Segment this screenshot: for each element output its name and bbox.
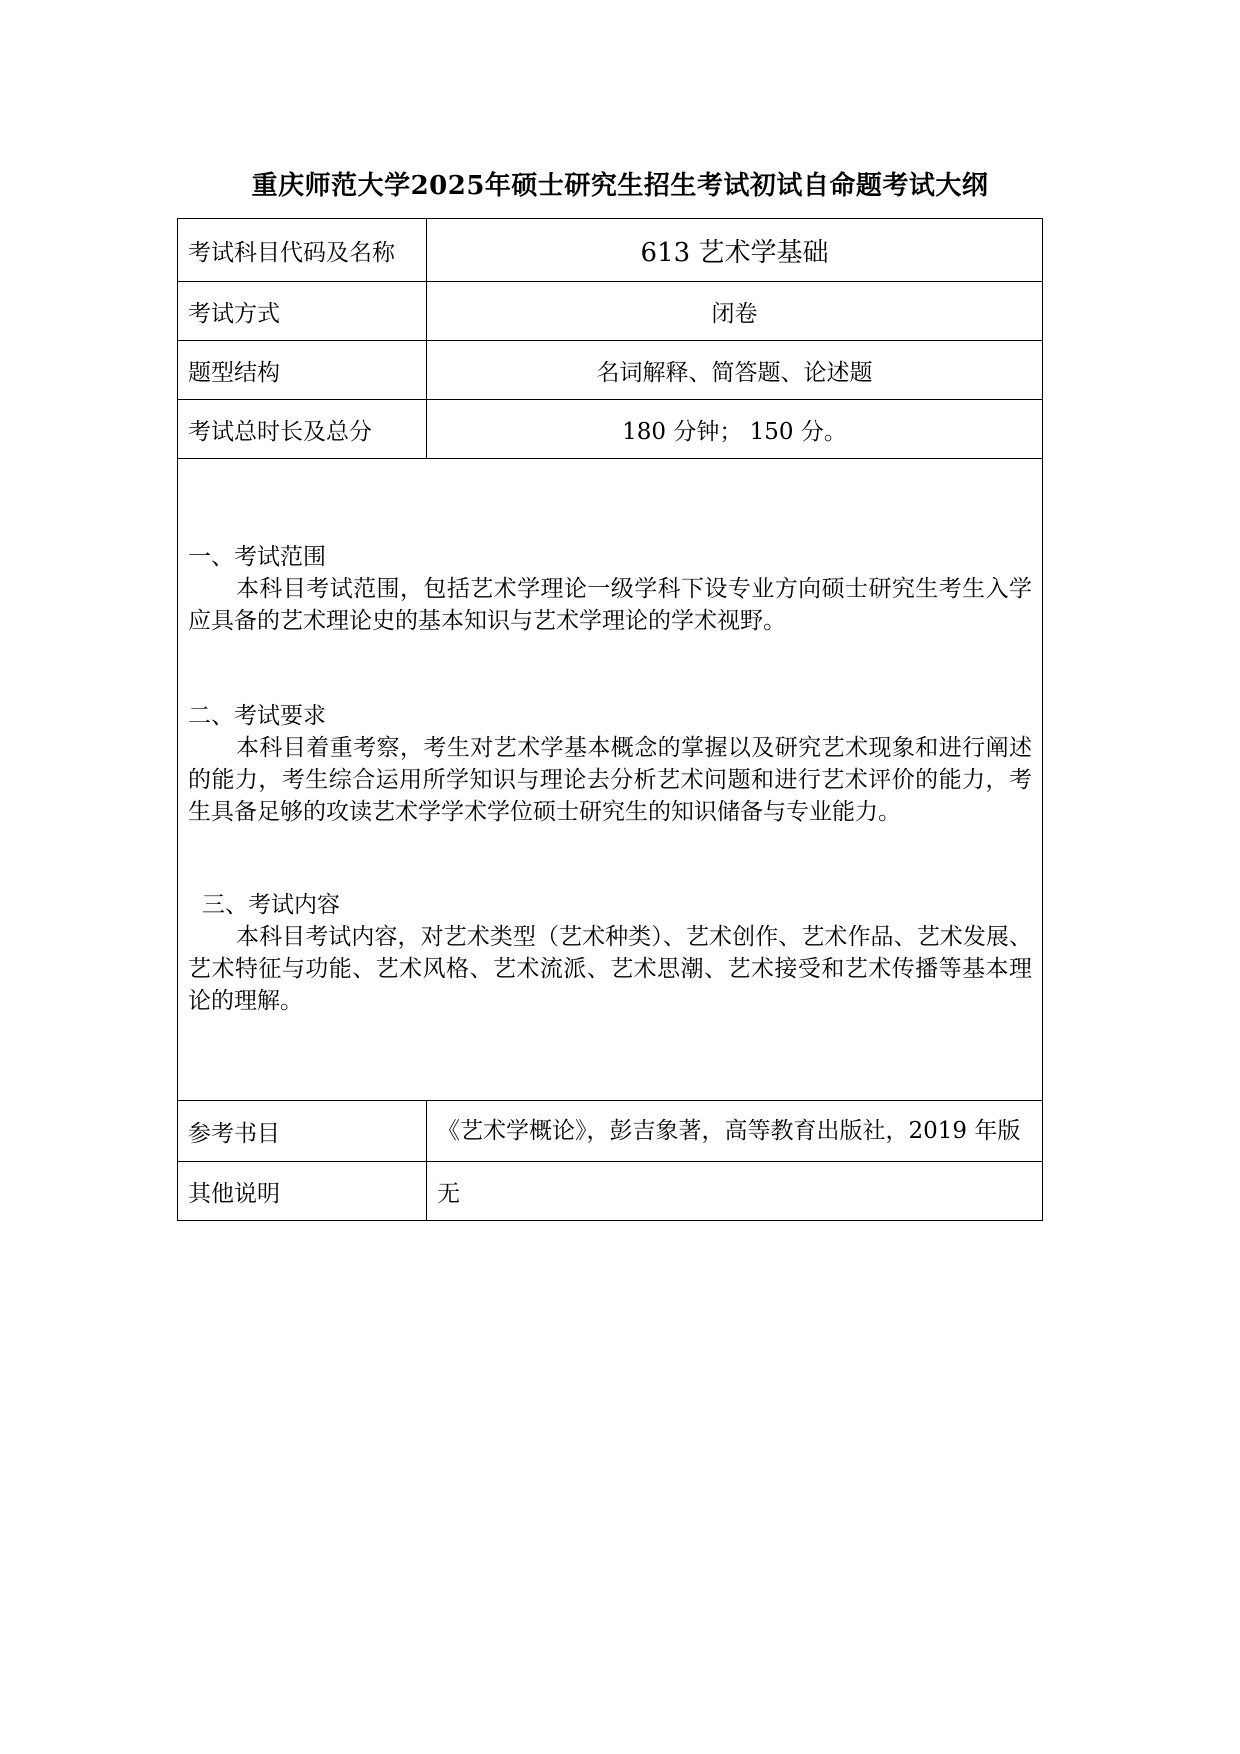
exam-mode: 闭卷 [427,282,1043,341]
syllabus-content [178,459,1043,1101]
section-heading: 二、考试要求 [188,703,326,729]
row-label: 考试科目代码及名称 [178,219,427,282]
section-requirements [188,701,1032,828]
section-content [188,890,1032,1017]
table-row [178,400,1043,459]
row-label: 参考书目 [178,1101,427,1162]
section-scope [188,542,1032,637]
table-row [178,459,1043,1101]
row-label: 题型结构 [178,341,427,400]
section-body: 本科目考试范围，包括艺术学理论一级学科下设专业方向硕士研究生考生入学应具备的艺术理论史的基本知识与艺术学理论的学术视野。 [188,576,1032,634]
section-body: 本科目着重考察，考生对艺术学基本概念的掌握以及研究艺术现象和进行阐述的能力，考生综合运用所学知识与理论去分析艺术问题和进行艺术评价的能力，考生具备足够的攻读艺术学学术学位硕士研究生的知识储备与专业能力。 [188,735,1032,825]
subject-code-name: 613 艺术学基础 [427,219,1043,282]
duration-score: 180 分钟； 150 分。 [427,400,1043,459]
section-heading: 一、考试范围 [188,544,326,570]
row-label: 考试方式 [178,282,427,341]
table-row [178,1162,1043,1221]
table-row [178,282,1043,341]
table-row [178,219,1043,282]
section-heading: 三、考试内容 [202,892,340,918]
row-label: 考试总时长及总分 [178,400,427,459]
other-notes: 无 [427,1162,1043,1221]
question-types: 名词解释、简答题、论述题 [427,341,1043,400]
section-body: 本科目考试内容，对艺术类型（艺术种类）、艺术创作、艺术作品、艺术发展、艺术特征与功能、艺术风格、艺术流派、艺术思潮、艺术接受和艺术传播等基本理论的理解。 [188,924,1032,1014]
page-title: 重庆师范大学2025年硕士研究生招生考试初试自命题考试大纲 [251,171,989,201]
table-row [178,341,1043,400]
row-label: 其他说明 [178,1162,427,1221]
table-row [178,1101,1043,1162]
reference-books: 《艺术学概论》，彭吉象著，高等教育出版社，2019 年版 [427,1101,1043,1162]
exam-outline-table [177,218,1043,1221]
